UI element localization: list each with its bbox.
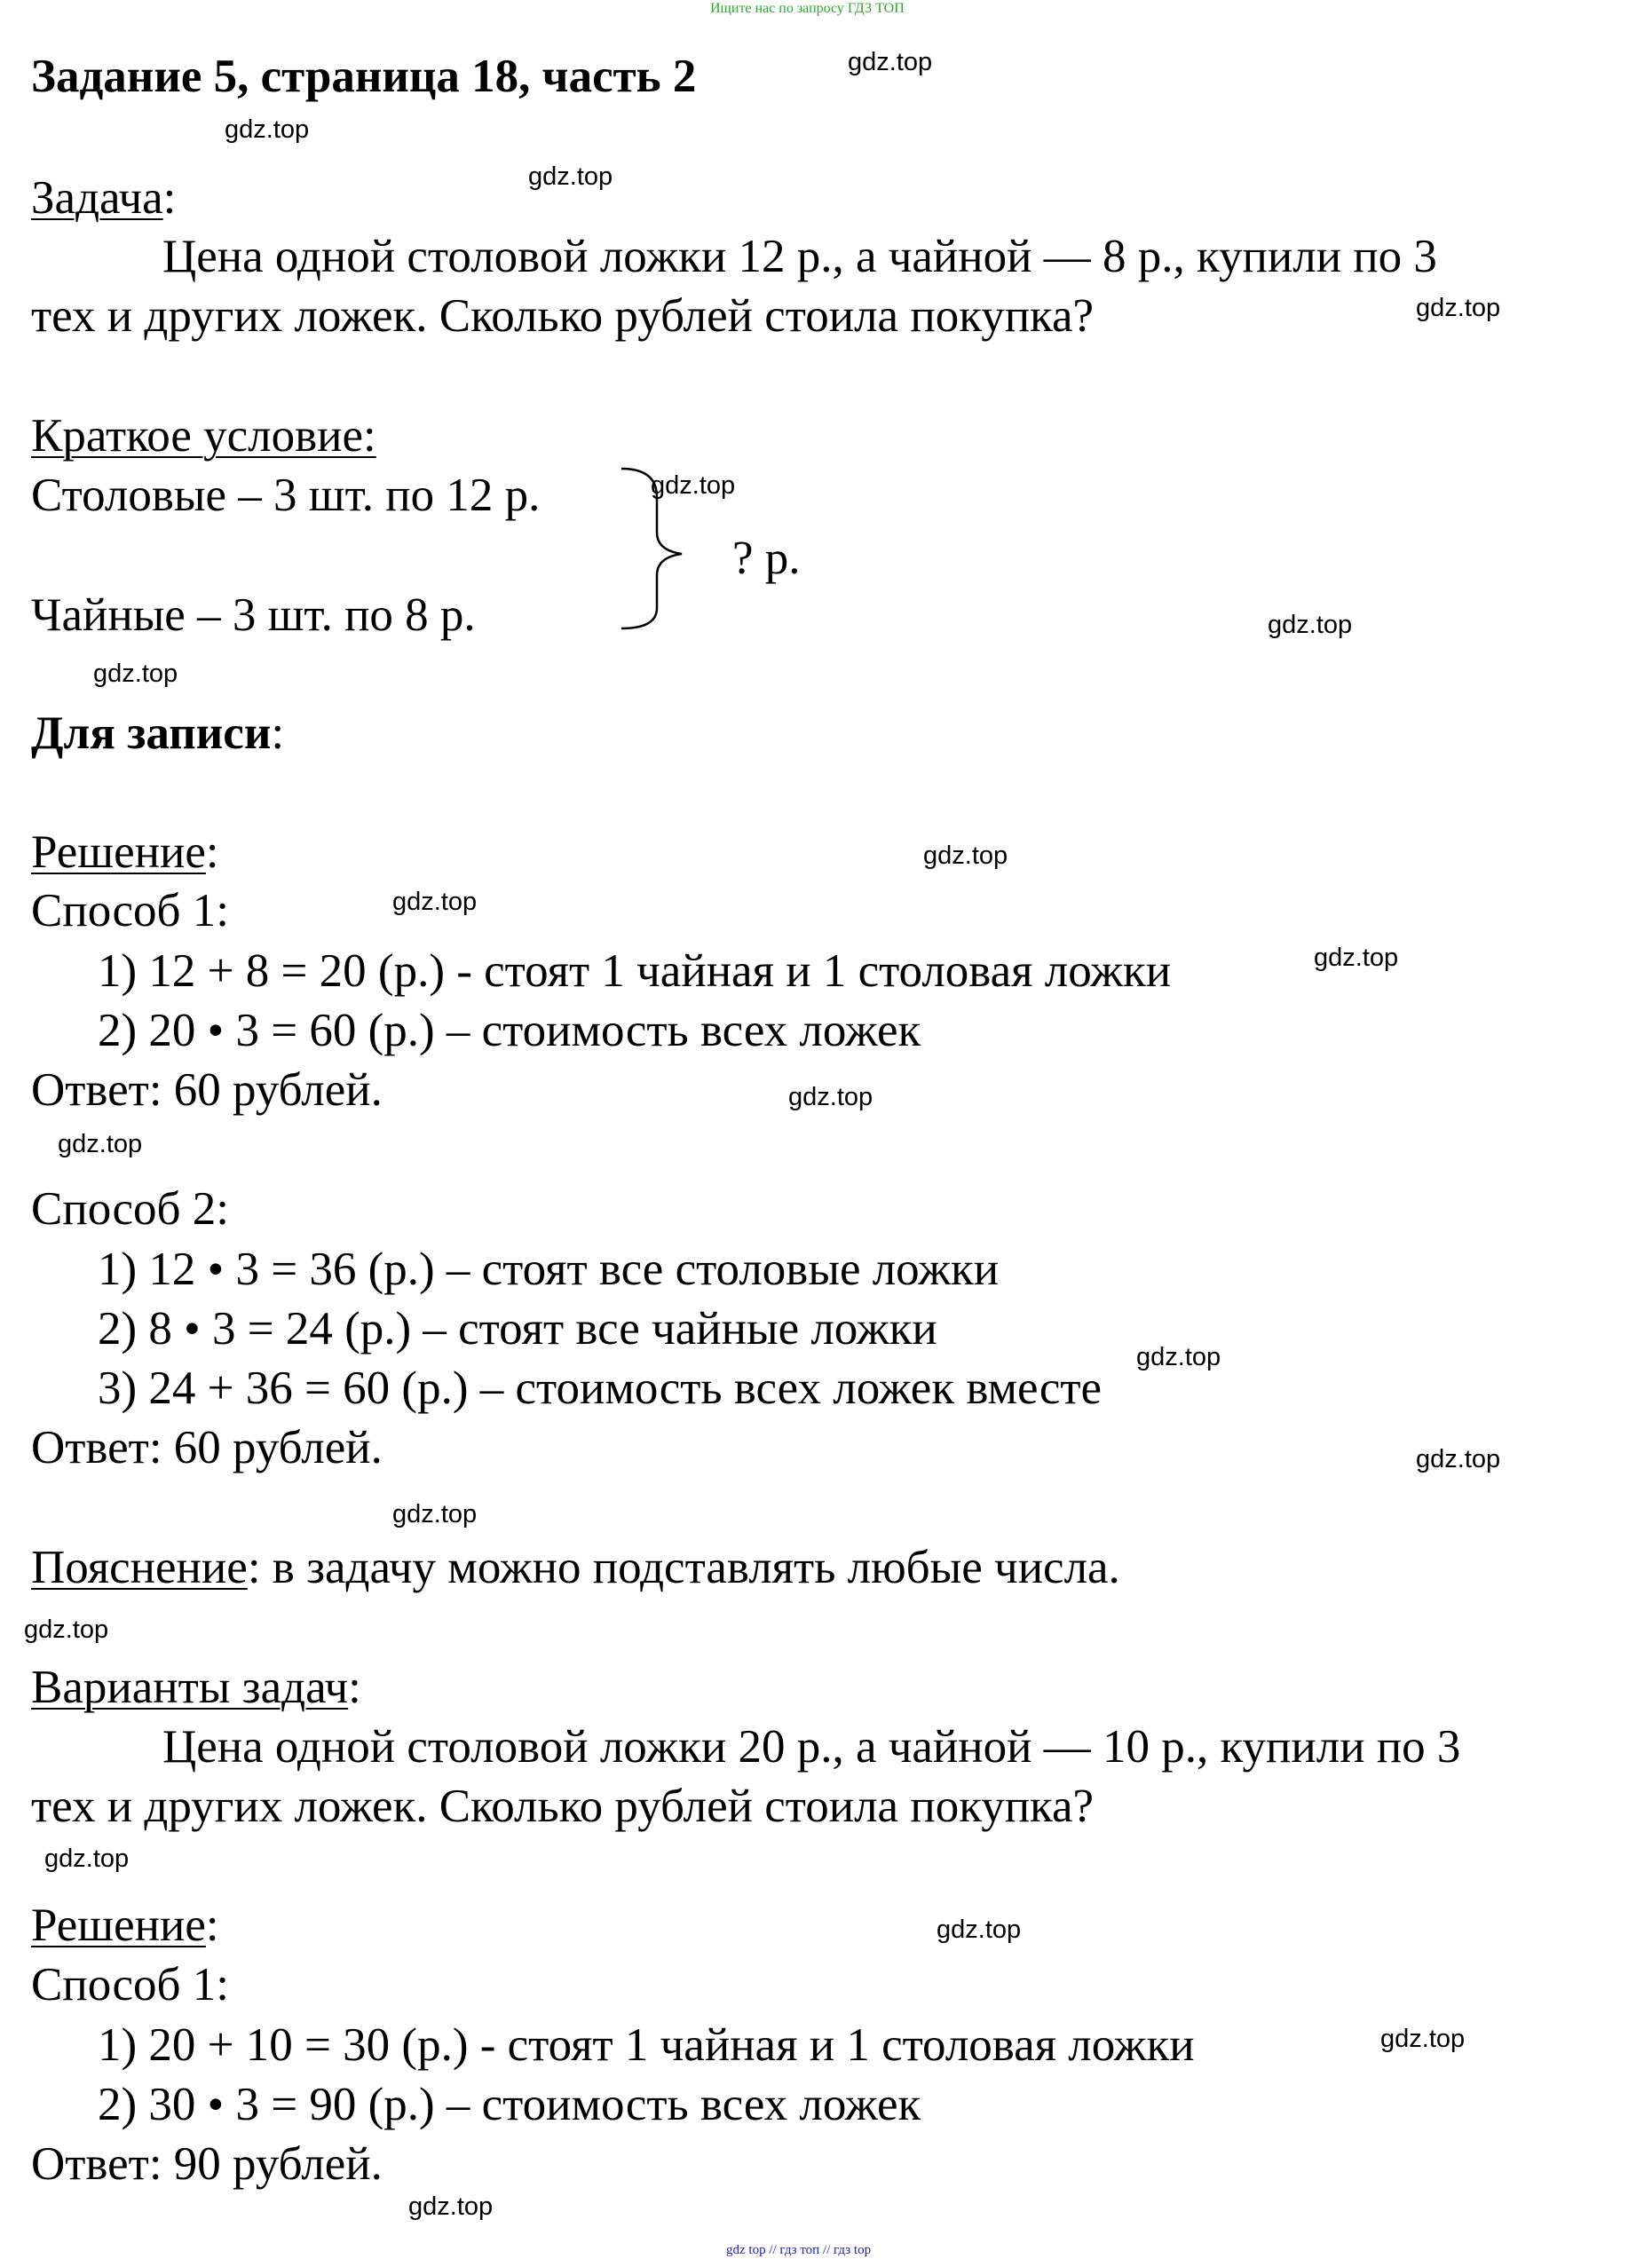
watermark: gdz.top [392, 1500, 478, 1528]
short-condition-row-teaspoons: Чайные – 3 шт. по 8 р. [31, 589, 476, 641]
task-heading: Задача: [31, 172, 177, 224]
variants-heading-label: Варианты задач [31, 1662, 349, 1713]
watermark: gdz.top [937, 1915, 1022, 1944]
watermark: gdz.top [651, 471, 736, 500]
task-heading-label: Задача [31, 172, 163, 224]
variant-method-1-step-1: 1) 20 + 10 = 30 (р.) - стоят 1 чайная и 1 столовая ложки [98, 2019, 1195, 2071]
explanation-text: : в задачу можно подставлять любые числа. [247, 1542, 1120, 1593]
method-1-answer: Ответ: 60 рублей. [31, 1064, 383, 1116]
solution-heading: Решение: [31, 826, 219, 878]
variants-heading: Варианты задач: [31, 1662, 361, 1713]
short-condition-question: ? р. [732, 533, 801, 584]
variant-solution-heading: Решение: [31, 1900, 219, 1951]
watermark: gdz.top [788, 1083, 873, 1111]
watermark: gdz.top [1380, 2025, 1466, 2053]
watermark: gdz.top [528, 162, 613, 191]
method-1-step-2: 2) 20 • 3 = 60 (р.) – стоимость всех ложек [98, 1005, 921, 1056]
method-2-step-1: 1) 12 • 3 = 36 (р.) – стоят все столовые ложки [98, 1244, 1000, 1295]
method-2-step-2: 2) 8 • 3 = 24 (р.) – стоят все чайные ложки [98, 1303, 937, 1355]
method-1-label: Способ 1: [31, 885, 229, 936]
variant-method-1-label: Способ 1: [31, 1959, 229, 2010]
watermark: gdz.top [1268, 611, 1353, 639]
short-condition-row-spoons: Столовые – 3 шт. по 12 р. [31, 470, 541, 521]
top-search-note: Ищите нас по запросу ГДЗ ТОП [710, 1, 905, 16]
method-2-step-3: 3) 24 + 36 = 60 (р.) – стоимость всех ложек вместе [98, 1363, 1103, 1414]
variant-method-1-answer: Ответ: 90 рублей. [31, 2138, 383, 2190]
method-2-answer: Ответ: 60 рублей. [31, 1422, 383, 1473]
watermark: gdz.top [923, 841, 1008, 870]
variant-text-line-2: тех и других ложек. Сколько рублей стоила покупка? [31, 1781, 1095, 1832]
solution-heading-label: Решение [31, 826, 206, 878]
watermark: gdz.top [1416, 294, 1501, 322]
watermark: gdz.top [58, 1130, 143, 1158]
short-condition-heading: Краткое условие: [31, 410, 376, 462]
watermark: gdz.top [1416, 1445, 1501, 1473]
watermark: gdz.top [1314, 944, 1399, 972]
watermark: gdz.top [392, 888, 478, 916]
variant-method-1-step-2: 2) 30 • 3 = 90 (р.) – стоимость всех ложек [98, 2079, 921, 2130]
variant-solution-heading-label: Решение [31, 1900, 206, 1951]
watermark: gdz.top [93, 660, 178, 688]
variant-text-line-1: Цена одной столовой ложки 20 р., а чайной — 10 р., купили по 3 [162, 1721, 1461, 1773]
watermark: gdz.top [44, 1844, 130, 1873]
for-record-label: Для записи [31, 707, 272, 759]
footer-note: gdz top // гдз топ // гдз top [726, 2243, 872, 2257]
explanation [31, 1544, 1120, 1592]
task-text-line-1: Цена одной столовой ложки 12 р., а чайной — 8 р., купили по 3 [162, 231, 1437, 282]
watermark: gdz.top [24, 1615, 109, 1644]
task-text-line-2: тех и других ложек. Сколько рублей стоила покупка? [31, 290, 1095, 342]
explanation-heading: Пояснение [31, 1542, 248, 1593]
page-title: Задание 5, страница 18, часть 2 [31, 51, 697, 102]
watermark: gdz.top [408, 2192, 494, 2221]
method-1-step-1: 1) 12 + 8 = 20 (р.) - стоят 1 чайная и 1 столовая ложки [98, 945, 1172, 997]
watermark: gdz.top [1136, 1343, 1221, 1371]
watermark: gdz.top [225, 115, 310, 144]
for-record-heading: Для записи: [31, 707, 285, 759]
method-2-label: Способ 2: [31, 1183, 229, 1235]
watermark: gdz.top [848, 48, 933, 76]
